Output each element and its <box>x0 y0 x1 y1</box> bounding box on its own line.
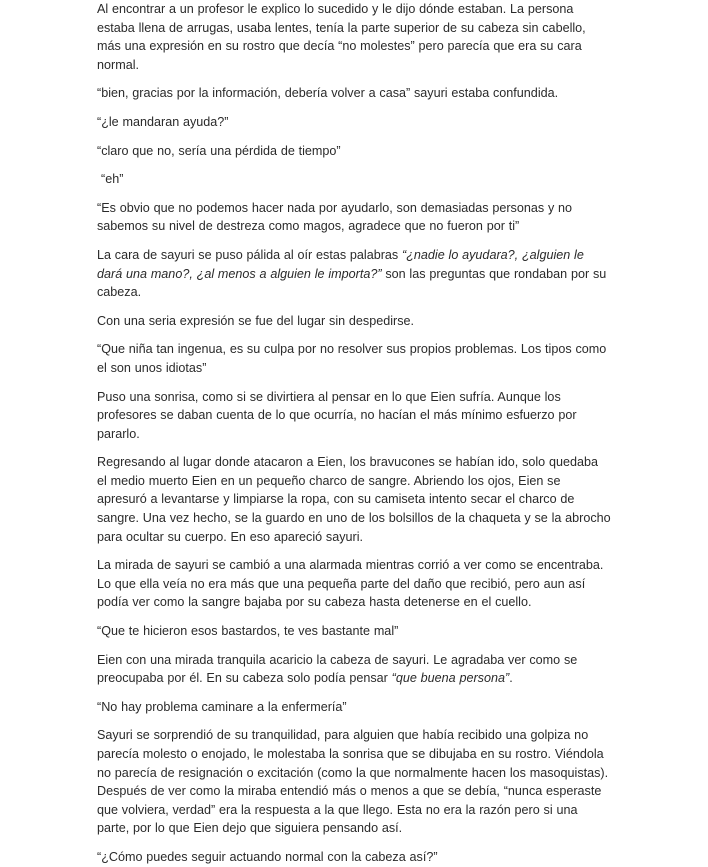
paragraph-7-italic: “¿nadie lo ayudara?, ¿alguien le dará una mano?, ¿al menos a alguien le importa?” <box>97 247 584 281</box>
paragraph-11: Regresando al lugar donde atacaron a Eien, los bravucones se habían ido, solo quedaba el medio muerto Eien en un pequeño charco de sangre. Abriendo los ojos, Eien se apresuró a levantarse y limpiarse la ropa, con su camiseta intento secar el charco de sangre. Una vez hecho, se la guardo en uno de los bolsillos de la chaqueta y se la abrocho para ocultar su cuerpo. En eso apareció sayuri. <box>97 455 611 544</box>
document-page <box>97 0 611 864</box>
paragraph-17: “¿Cómo puedes seguir actuando normal con la cabeza así?” <box>97 849 438 864</box>
paragraph-6: “Es obvio que no podemos hacer nada por ayudarlo, son demasiadas personas y no sabemos su nivel de destreza como magos, agradece que no fueron por ti” <box>97 200 573 234</box>
paragraph-8: Con una seria expresión se fue del lugar sin despedirse. <box>97 313 415 328</box>
paragraph-3: “¿le mandaran ayuda?” <box>97 114 229 129</box>
paragraph-5: “eh” <box>101 172 124 187</box>
paragraph-9: “Que niña tan ingenua, es su culpa por no resolver sus propios problemas. Los tipos como el son unos idiotas” <box>97 342 607 375</box>
paragraph-15: “No hay problema caminare a la enfermería” <box>97 699 347 714</box>
paragraph-10: Puso una sonrisa, como si se divirtiera al pensar en lo que Eien sufría. Aunque los profesores se daban cuenta de lo que ocurría, no hacían el más mínimo esfuerzo por pararlo. <box>97 389 577 441</box>
paragraph-2: “bien, gracias por la información, debería volver a casa” sayuri estaba confundida. <box>97 86 559 101</box>
paragraph-4: “claro que no, sería una pérdida de tiempo” <box>97 143 341 158</box>
paragraph-14-text: Eien con una mirada tranquila acaricio la cabeza de sayuri. Le agradaba ver como se preocupaba por él. En su cabeza solo podía pensar <box>97 652 578 686</box>
paragraph-7 <box>97 246 611 302</box>
paragraph-7-text: La cara de sayuri se puso pálida al oír estas palabras <box>97 247 403 262</box>
paragraph-13: “Que te hicieron esos bastardos, te ves bastante mal” <box>97 624 399 639</box>
paragraph-16: Sayuri se sorprendió de su tranquilidad, para alguien que había recibido una golpiza no parecía molesto o enojado, le molestaba la sonrisa que se dibujaba en su rostro. Viéndola no parecía de resignación o excitación (como la que normalmente hacen los masoquistas). Después de ver como la miraba entendió más o menos a que se debía, “nunca esperaste que volviera, verdad” era la respuesta a la que llego. Esta no era la razón pero si una parte, por lo que Eien dejo que siguiera pensando así. <box>97 728 609 836</box>
paragraph-7-tail: son las preguntas que rondaban por su cabeza. <box>97 266 607 300</box>
paragraph-14 <box>97 651 611 688</box>
paragraph-14-tail: . <box>509 671 513 686</box>
paragraph-1: Al encontrar a un profesor le explico lo sucedido y le dijo dónde estaban. La persona estaba llena de arrugas, usaba lentes, tenía la parte superior de su cabeza sin cabello, más una expresión en su rostro que decía “no molestes” pero parecía que era su cara normal. <box>97 2 586 72</box>
paragraph-12: La mirada de sayuri se cambió a una alarmada mientras corrió a ver como se encentraba. Lo que ella veía no era más que una pequeña parte del daño que recibió, pero aun así podía ver como la sangre bajaba por su cabeza hasta detenerse en el cuello. <box>97 558 604 610</box>
paragraph-14-italic: “que buena persona” <box>391 671 510 686</box>
